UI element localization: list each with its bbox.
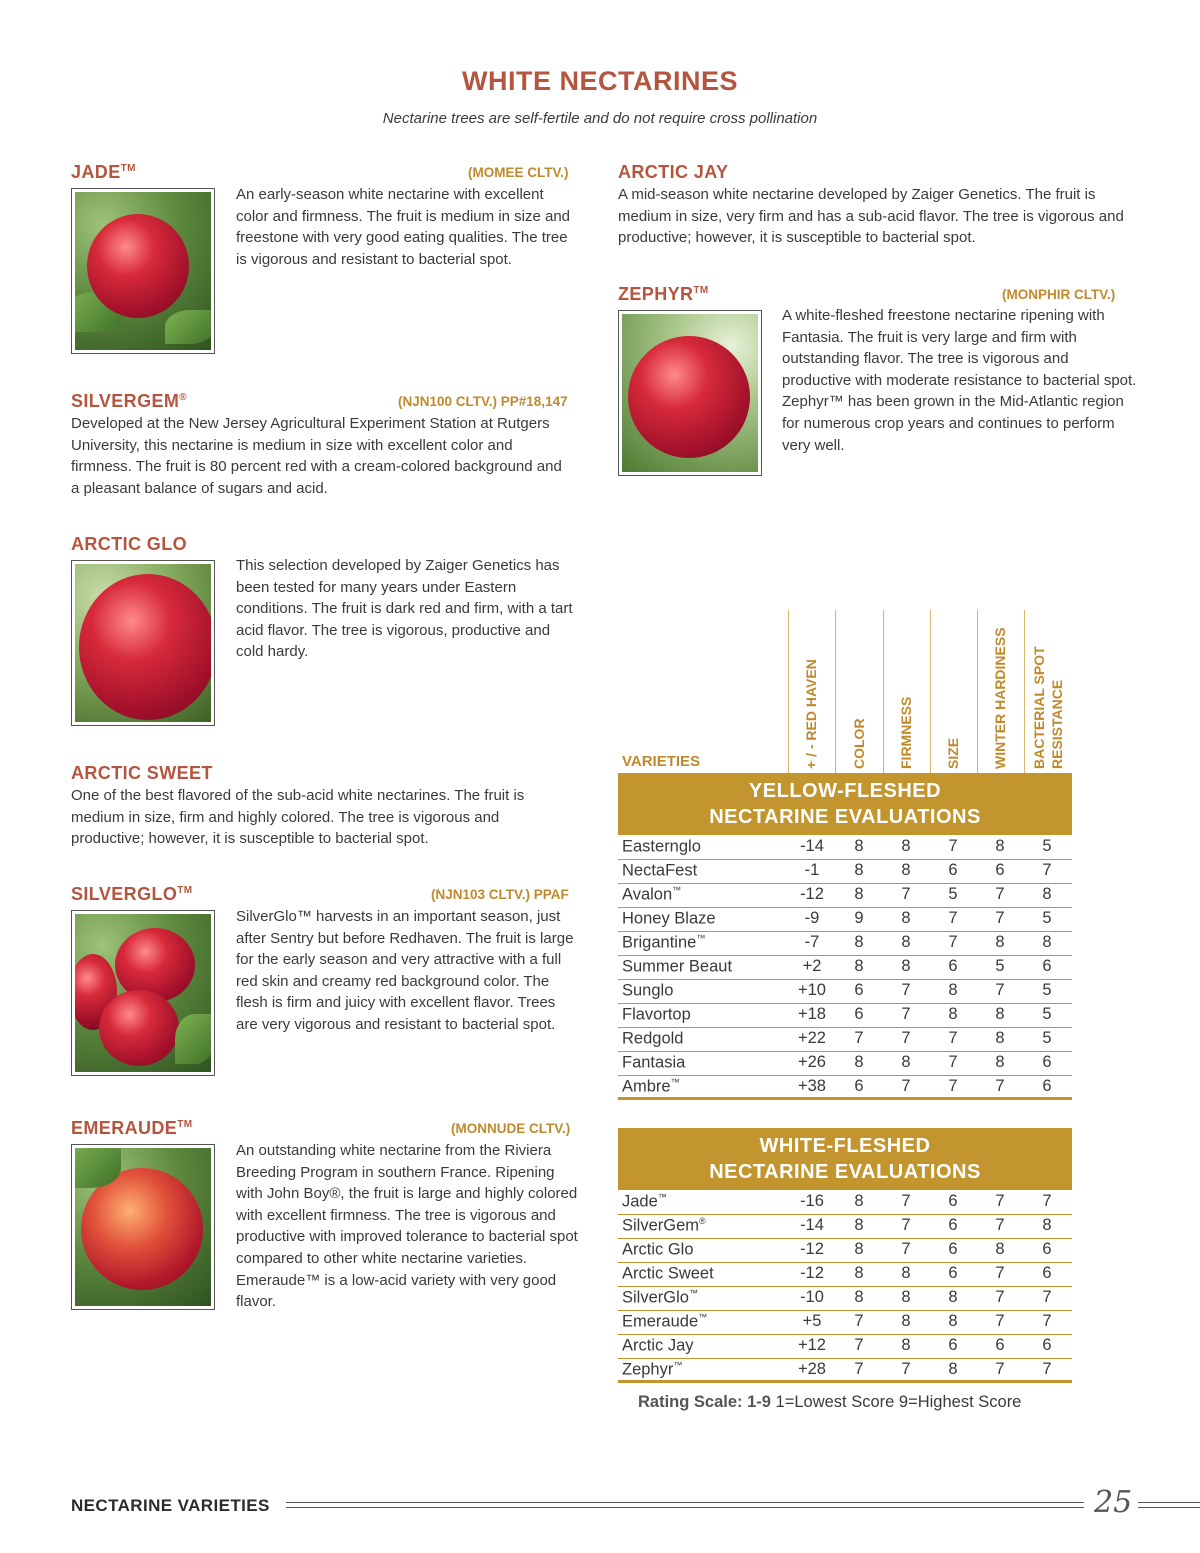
rating-cell: 8 <box>1042 885 1052 903</box>
page-title: WHITE NECTARINES <box>462 66 738 96</box>
rating-cell: 7 <box>901 1005 911 1023</box>
description-arctic-jay: A mid-season white nectarine developed by Zaiger Genetics. The fruit is medium in size, very firm and has a sub-acid flavor. The tree is vigorous and productive; however, it is susceptible to bacterial spot. <box>618 186 1124 247</box>
rating-cell: 8 <box>901 933 911 951</box>
column-header-size: SIZE <box>945 737 961 769</box>
rating-cell: 7 <box>995 1360 1005 1378</box>
variety-cell: SilverGem® <box>622 1216 706 1235</box>
rating-cell: 7 <box>901 981 911 999</box>
rating-cell: +22 <box>798 1029 826 1047</box>
variety-cell: Jade™ <box>622 1192 667 1211</box>
photo-silverglo <box>71 910 215 1076</box>
rating-cell: 7 <box>948 837 958 855</box>
rating-cell: 7 <box>901 1029 911 1047</box>
rating-cell: -14 <box>800 1216 824 1234</box>
rating-cell: 6 <box>1042 1336 1052 1354</box>
variety-cell: Sunglo <box>622 981 674 1000</box>
rating-cell: 8 <box>854 1288 864 1306</box>
rating-cell: 8 <box>901 837 911 855</box>
table-row <box>618 1028 1072 1052</box>
rating-cell: 8 <box>901 1336 911 1354</box>
description-arctic-glo: This selection developed by Zaiger Genetics has been tested for many years under Eastern conditions. The fruit is dark red and firm, with a tart acid flavor. The tree is vigorous, productive and cold hardy. <box>236 557 573 661</box>
rating-cell: 7 <box>854 1336 864 1354</box>
photo-zephyr <box>618 310 762 476</box>
column-divider <box>930 610 931 784</box>
rating-cell: -10 <box>800 1288 824 1306</box>
rating-cell: 7 <box>995 1312 1005 1330</box>
variety-cell: Redgold <box>622 1029 684 1048</box>
description-emeraude: An outstanding white nectarine from the Riviera Breeding Program in southern France. Ripening with John Boy®, the fruit is large and highly colored with excellent firmness. The tree is vigorous and productive with improved tolerance to bacterial spot compared to other white nectarine varieties. Emeraude™ is a low-acid variety with very good flavor. <box>236 1142 578 1311</box>
variety-name-silvergem: SILVERGEM® <box>71 391 188 411</box>
variety-name-zephyr: ZEPHYR™ <box>618 284 709 304</box>
table-row <box>618 1287 1072 1311</box>
rating-cell: 7 <box>995 909 1005 927</box>
table-row <box>618 1335 1072 1359</box>
rating-cell: 5 <box>1042 837 1052 855</box>
rating-cell: 7 <box>948 933 958 951</box>
rating-cell: -16 <box>800 1192 824 1210</box>
rating-cell: 8 <box>995 933 1005 951</box>
rating-cell: 8 <box>901 861 911 879</box>
rating-cell: 6 <box>854 981 864 999</box>
table-row <box>618 1215 1072 1239</box>
rating-cell: 7 <box>995 1216 1005 1234</box>
page-number: 25 <box>1094 1485 1133 1520</box>
rating-cell: 6 <box>948 1240 958 1258</box>
rating-cell: +12 <box>798 1336 826 1354</box>
rating-cell: +5 <box>802 1312 822 1330</box>
footer-rule <box>1138 1502 1200 1508</box>
rating-cell: 8 <box>995 1053 1005 1071</box>
rating-cell: 8 <box>854 933 864 951</box>
rating-cell: 8 <box>948 1005 958 1023</box>
table-row <box>618 1263 1072 1287</box>
cultivar-zephyr: (MONPHIR CLTV.) <box>1002 287 1116 302</box>
table-row <box>618 836 1072 860</box>
column-header-resistance: RESISTANCE <box>1049 679 1065 769</box>
rating-cell: -9 <box>804 909 820 927</box>
rating-cell: -12 <box>800 1240 824 1258</box>
rating-cell: 8 <box>948 981 958 999</box>
rating-cell: 7 <box>948 1029 958 1047</box>
column-header-color: COLOR <box>851 718 867 769</box>
variety-name-arctic-jay: ARCTIC JAY <box>618 162 729 182</box>
description-silverglo: SilverGlo™ harvests in an important season, just after Sentry but before Redhaven. The fruit is large for the early season and very attractive with a full red skin and creamy red background color. The flesh is firm and juicy with excellent flavor. Trees are very vigorous and resistant to bacterial spot. <box>236 908 574 1033</box>
cultivar-emeraude: (MONNUDE CLTV.) <box>451 1121 571 1136</box>
rating-cell: 6 <box>1042 1053 1052 1071</box>
rating-cell: 6 <box>948 1192 958 1210</box>
rating-cell: 8 <box>1042 1216 1052 1234</box>
column-divider <box>1024 610 1025 784</box>
rating-cell: 7 <box>995 1192 1005 1210</box>
rating-cell: 7 <box>901 1077 911 1095</box>
rating-cell: 6 <box>948 1336 958 1354</box>
rating-cell: 6 <box>995 1336 1005 1354</box>
rating-cell: 9 <box>854 909 864 927</box>
variety-cell: SilverGlo™ <box>622 1288 698 1307</box>
rating-cell: 7 <box>1042 1312 1052 1330</box>
rating-cell: -12 <box>800 885 824 903</box>
rating-cell: 8 <box>854 1264 864 1282</box>
rating-cell: 7 <box>948 1077 958 1095</box>
rating-cell: 8 <box>948 1312 958 1330</box>
rating-cell: +10 <box>798 981 826 999</box>
rating-cell: 7 <box>995 885 1005 903</box>
footer-rule <box>286 1502 1084 1508</box>
table-row <box>618 932 1072 956</box>
variety-name-jade: JADE™ <box>71 162 136 182</box>
footer-section-label: NECTARINE VARIETIES <box>71 1496 270 1515</box>
column-divider <box>977 610 978 784</box>
rating-cell: 8 <box>854 957 864 975</box>
rating-cell: 8 <box>901 1264 911 1282</box>
variety-cell: Arctic Jay <box>622 1336 694 1355</box>
column-header-bacterial-spot: BACTERIAL SPOT <box>1031 646 1047 769</box>
rating-cell: 7 <box>1042 1360 1052 1378</box>
rating-cell: 8 <box>995 1029 1005 1047</box>
rating-cell: 6 <box>1042 1077 1052 1095</box>
rating-cell: 5 <box>1042 1029 1052 1047</box>
table-row <box>618 860 1072 884</box>
table-row <box>618 1359 1072 1383</box>
rating-cell: 5 <box>1042 909 1052 927</box>
rating-cell: 7 <box>995 981 1005 999</box>
variety-cell: Arctic Sweet <box>622 1264 714 1283</box>
rating-cell: 6 <box>1042 1240 1052 1258</box>
rating-cell: 7 <box>995 1264 1005 1282</box>
rating-cell: 7 <box>901 1192 911 1210</box>
rating-cell: 7 <box>901 1216 911 1234</box>
rating-cell: 7 <box>1042 1288 1052 1306</box>
variety-cell: Honey Blaze <box>622 909 716 928</box>
rating-cell: 6 <box>948 861 958 879</box>
rating-cell: 8 <box>995 1240 1005 1258</box>
variety-name-emeraude: EMERAUDE™ <box>71 1118 193 1138</box>
rating-cell: 5 <box>1042 1005 1052 1023</box>
rating-cell: 7 <box>948 909 958 927</box>
rating-cell: 7 <box>901 1240 911 1258</box>
rating-cell: 8 <box>948 1360 958 1378</box>
rating-cell: 8 <box>901 957 911 975</box>
rating-cell: -7 <box>804 933 820 951</box>
column-divider <box>788 610 789 784</box>
rating-cell: 8 <box>995 1005 1005 1023</box>
description-arctic-sweet: One of the best flavored of the sub-acid white nectarines. The fruit is medium in size, firm and highly colored. The tree is vigorous and productive; however, it is susceptible to bacterial spot. <box>71 787 525 848</box>
description-silvergem: Developed at the New Jersey Agricultural Experiment Station at Rutgers University, this nectarine is medium in size with excellent color and firmness. The fruit is 80 percent red with a cream-colored background and a pleasant balance of sugars and acid. <box>71 415 562 497</box>
rating-cell: 7 <box>854 1312 864 1330</box>
rating-cell: +28 <box>798 1360 826 1378</box>
rating-cell: 5 <box>1042 981 1052 999</box>
rating-cell: 7 <box>995 1077 1005 1095</box>
rating-cell: 7 <box>995 1288 1005 1306</box>
rating-cell: 8 <box>948 1288 958 1306</box>
rating-cell: -1 <box>804 861 820 879</box>
rating-cell: 8 <box>854 1240 864 1258</box>
variety-cell: Ambre™ <box>622 1077 680 1096</box>
rating-cell: 8 <box>854 885 864 903</box>
column-header-red-haven: + / - RED HAVEN <box>803 659 819 769</box>
rating-cell: 8 <box>995 837 1005 855</box>
cultivar-silverglo: (NJN103 CLTV.) PPAF <box>431 887 569 902</box>
variety-cell: Fantasia <box>622 1053 686 1072</box>
photo-emeraude <box>71 1144 215 1310</box>
variety-name-silverglo: SILVERGLO™ <box>71 884 193 904</box>
column-divider <box>883 610 884 784</box>
rating-cell: 6 <box>854 1077 864 1095</box>
rating-cell: 8 <box>901 909 911 927</box>
photo-jade <box>71 188 215 354</box>
rating-cell: 7 <box>854 1029 864 1047</box>
rating-cell: 8 <box>854 1053 864 1071</box>
yellow-fleshed-heading: YELLOW-FLESHED NECTARINE EVALUATIONS <box>618 773 1072 835</box>
rating-cell: -14 <box>800 837 824 855</box>
rating-cell: 6 <box>1042 957 1052 975</box>
variety-name-arctic-glo: ARCTIC GLO <box>71 534 187 554</box>
rating-cell: 7 <box>948 1053 958 1071</box>
variety-cell: Flavortop <box>622 1005 691 1024</box>
rating-scale: Rating Scale: 1-9 1=Lowest Score 9=Highest Score <box>638 1393 1022 1411</box>
rating-cell: 7 <box>854 1360 864 1378</box>
rating-cell: 7 <box>1042 861 1052 879</box>
white-fleshed-heading: WHITE-FLESHED NECTARINE EVALUATIONS <box>618 1128 1072 1190</box>
rating-cell: -12 <box>800 1264 824 1282</box>
page-subtitle: Nectarine trees are self-fertile and do not require cross pollination <box>382 110 818 127</box>
rating-cell: 8 <box>854 861 864 879</box>
rating-cell: 6 <box>948 957 958 975</box>
column-divider <box>835 610 836 784</box>
column-header-firmness: FIRMNESS <box>898 696 914 769</box>
rating-cell: 6 <box>995 861 1005 879</box>
rating-cell: 6 <box>948 1264 958 1282</box>
table-row <box>618 956 1072 980</box>
table-row <box>618 980 1072 1004</box>
rating-cell: 8 <box>901 1312 911 1330</box>
rating-cell: 8 <box>901 1288 911 1306</box>
rating-cell: 5 <box>948 885 958 903</box>
description-jade: An early-season white nectarine with excellent color and firmness. The fruit is medium in size and freestone with very good eating qualities. The tree is vigorous and resistant to bacterial spot. <box>236 186 571 268</box>
rating-cell: 6 <box>1042 1264 1052 1282</box>
cultivar-silvergem: (NJN100 CLTV.) PP#18,147 <box>398 394 568 409</box>
variety-cell: Easternglo <box>622 837 701 856</box>
rating-cell: +18 <box>798 1005 826 1023</box>
table-row <box>618 908 1072 932</box>
table-row <box>618 1239 1072 1263</box>
cultivar-jade: (MOMEE CLTV.) <box>468 165 569 180</box>
rating-cell: 8 <box>854 1192 864 1210</box>
variety-cell: Zephyr™ <box>622 1360 683 1379</box>
variety-name-arctic-sweet: ARCTIC SWEET <box>71 763 213 783</box>
table-row <box>618 1311 1072 1335</box>
rating-cell: 6 <box>854 1005 864 1023</box>
rating-cell: 5 <box>995 957 1005 975</box>
table-row <box>618 1191 1072 1215</box>
rating-cell: +2 <box>802 957 822 975</box>
varieties-column-header: VARIETIES <box>622 753 701 770</box>
rating-cell: +38 <box>798 1077 826 1095</box>
description-zephyr: A white-fleshed freestone nectarine ripening with Fantasia. The fruit is very large and firm with outstanding flavor. The tree is vigorous and productive with moderate resistance to bacterial spot. Zephyr™ has been grown in the Mid-Atlantic region for numerous crop years and continues to perform very well. <box>782 307 1137 454</box>
photo-arctic-glo <box>71 560 215 726</box>
table-row <box>618 1052 1072 1076</box>
rating-cell: 7 <box>1042 1192 1052 1210</box>
rating-cell: 8 <box>854 1216 864 1234</box>
rating-cell: 6 <box>948 1216 958 1234</box>
variety-cell: Arctic Glo <box>622 1240 694 1259</box>
rating-cell: +26 <box>798 1053 826 1071</box>
variety-cell: Brigantine™ <box>622 933 706 952</box>
table-row <box>618 1004 1072 1028</box>
rating-cell: 8 <box>1042 933 1052 951</box>
rating-cell: 8 <box>854 837 864 855</box>
column-header-winter-hardiness: WINTER HARDINESS <box>992 627 1008 769</box>
table-row <box>618 1076 1072 1100</box>
rating-cell: 7 <box>901 885 911 903</box>
variety-cell: Emeraude™ <box>622 1312 708 1331</box>
rating-cell: 7 <box>901 1360 911 1378</box>
table-row <box>618 884 1072 908</box>
rating-cell: 8 <box>901 1053 911 1071</box>
variety-cell: Avalon™ <box>622 885 682 904</box>
variety-cell: Summer Beaut <box>622 957 733 976</box>
variety-cell: NectaFest <box>622 861 698 880</box>
